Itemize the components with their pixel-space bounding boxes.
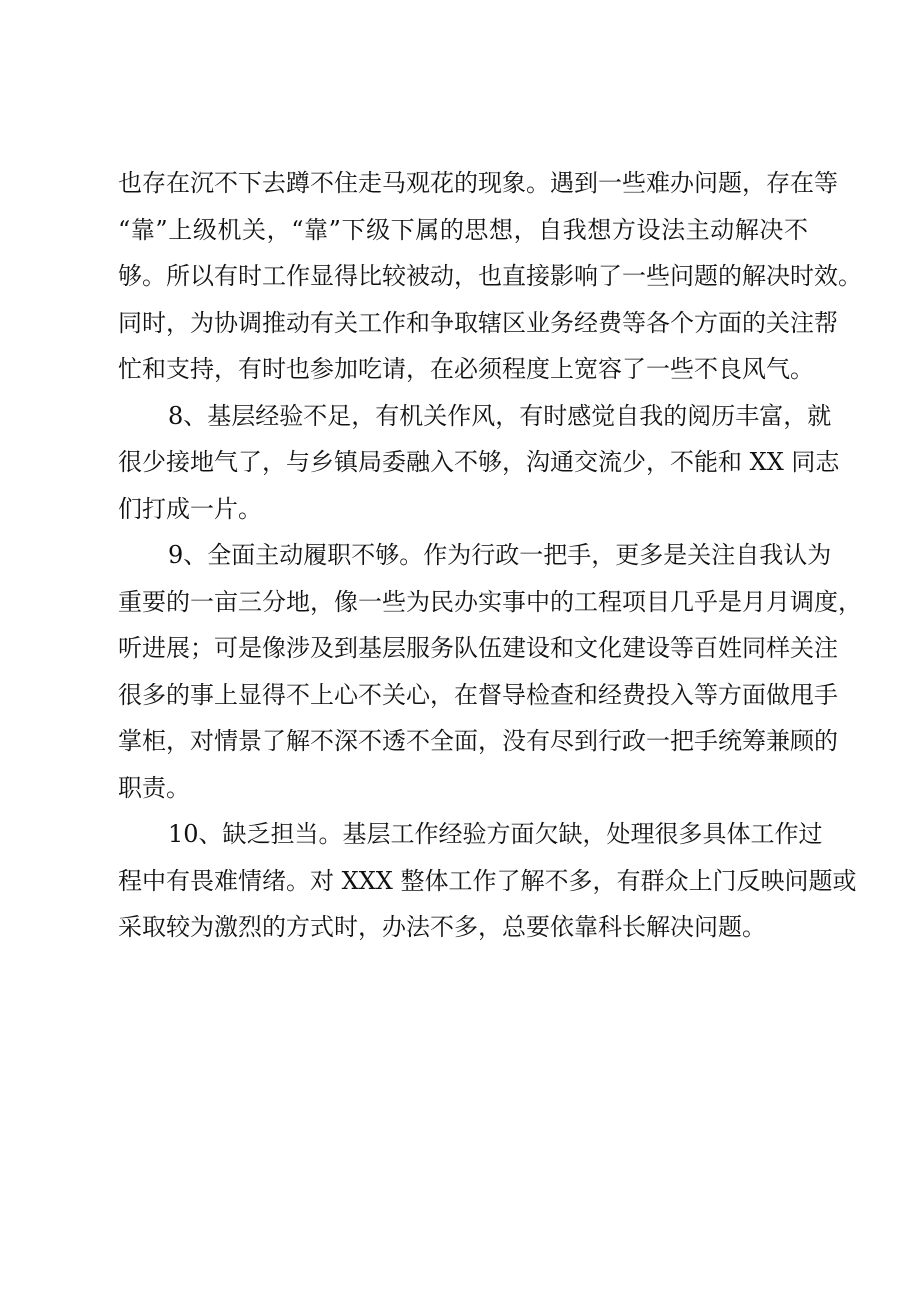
- text-line: 职责。: [118, 773, 190, 802]
- text-line: 很多的事上显得不上心不关心，在督导检查和经费投入等方面做甩手: [118, 680, 838, 709]
- text-line: 掌柜，对情景了解不深不透不全面，没有尽到行政一把手统筹兼顾的: [118, 727, 838, 755]
- paragraph-item-8: [118, 393, 840, 533]
- text-line: 8、基层经验不足，有机关作风，有时感觉自我的阅历丰富，就: [168, 401, 832, 430]
- text-line: 很少接地气了，与乡镇局委融入不够，沟通交流少，不能和 XX 同志: [118, 448, 840, 476]
- paragraph-item-9: [118, 532, 862, 811]
- text-line: 听进展；可是像涉及到基层服务队伍建设和文化建设等百姓同样关注: [118, 634, 838, 662]
- paragraph-item-10: [118, 811, 857, 951]
- text-line: 采取较为激烈的方式时，办法不多，总要依靠科长解决问题。: [118, 913, 766, 941]
- text-line: 同时，为协调推动有关工作和争取辖区业务经费等各个方面的关注帮: [118, 308, 838, 337]
- text-line: “靠”上级机关，“靠”下级下属的思想，自我想方设法主动解决不: [118, 215, 808, 244]
- text-line: 重要的一亩三分地，像一些为民办实事中的工程项目几乎是月月调度，: [118, 587, 862, 616]
- document-body: [118, 160, 862, 951]
- text-line: 也存在沉不下去蹲不住走马观花的现象。遇到一些难办问题，存在等: [118, 169, 838, 197]
- text-line: 够。所以有时工作显得比较被动，也直接影响了一些问题的解决时效。: [118, 262, 862, 290]
- text-line: 们打成一片。: [118, 494, 262, 523]
- text-line: 忙和支持，有时也参加吃请，在必须程度上宽容了一些不良风气。: [118, 355, 814, 383]
- paragraph-continuation: [118, 160, 862, 393]
- text-line: 10、缺乏担当。基层工作经验方面欠缺，处理很多具体工作过: [168, 820, 823, 848]
- text-line: 9、全面主动履职不够。作为行政一把手，更多是关注自我认为: [168, 541, 832, 569]
- text-line: 程中有畏难情绪。对 XXX 整体工作了解不多，有群众上门反映问题或: [118, 866, 857, 895]
